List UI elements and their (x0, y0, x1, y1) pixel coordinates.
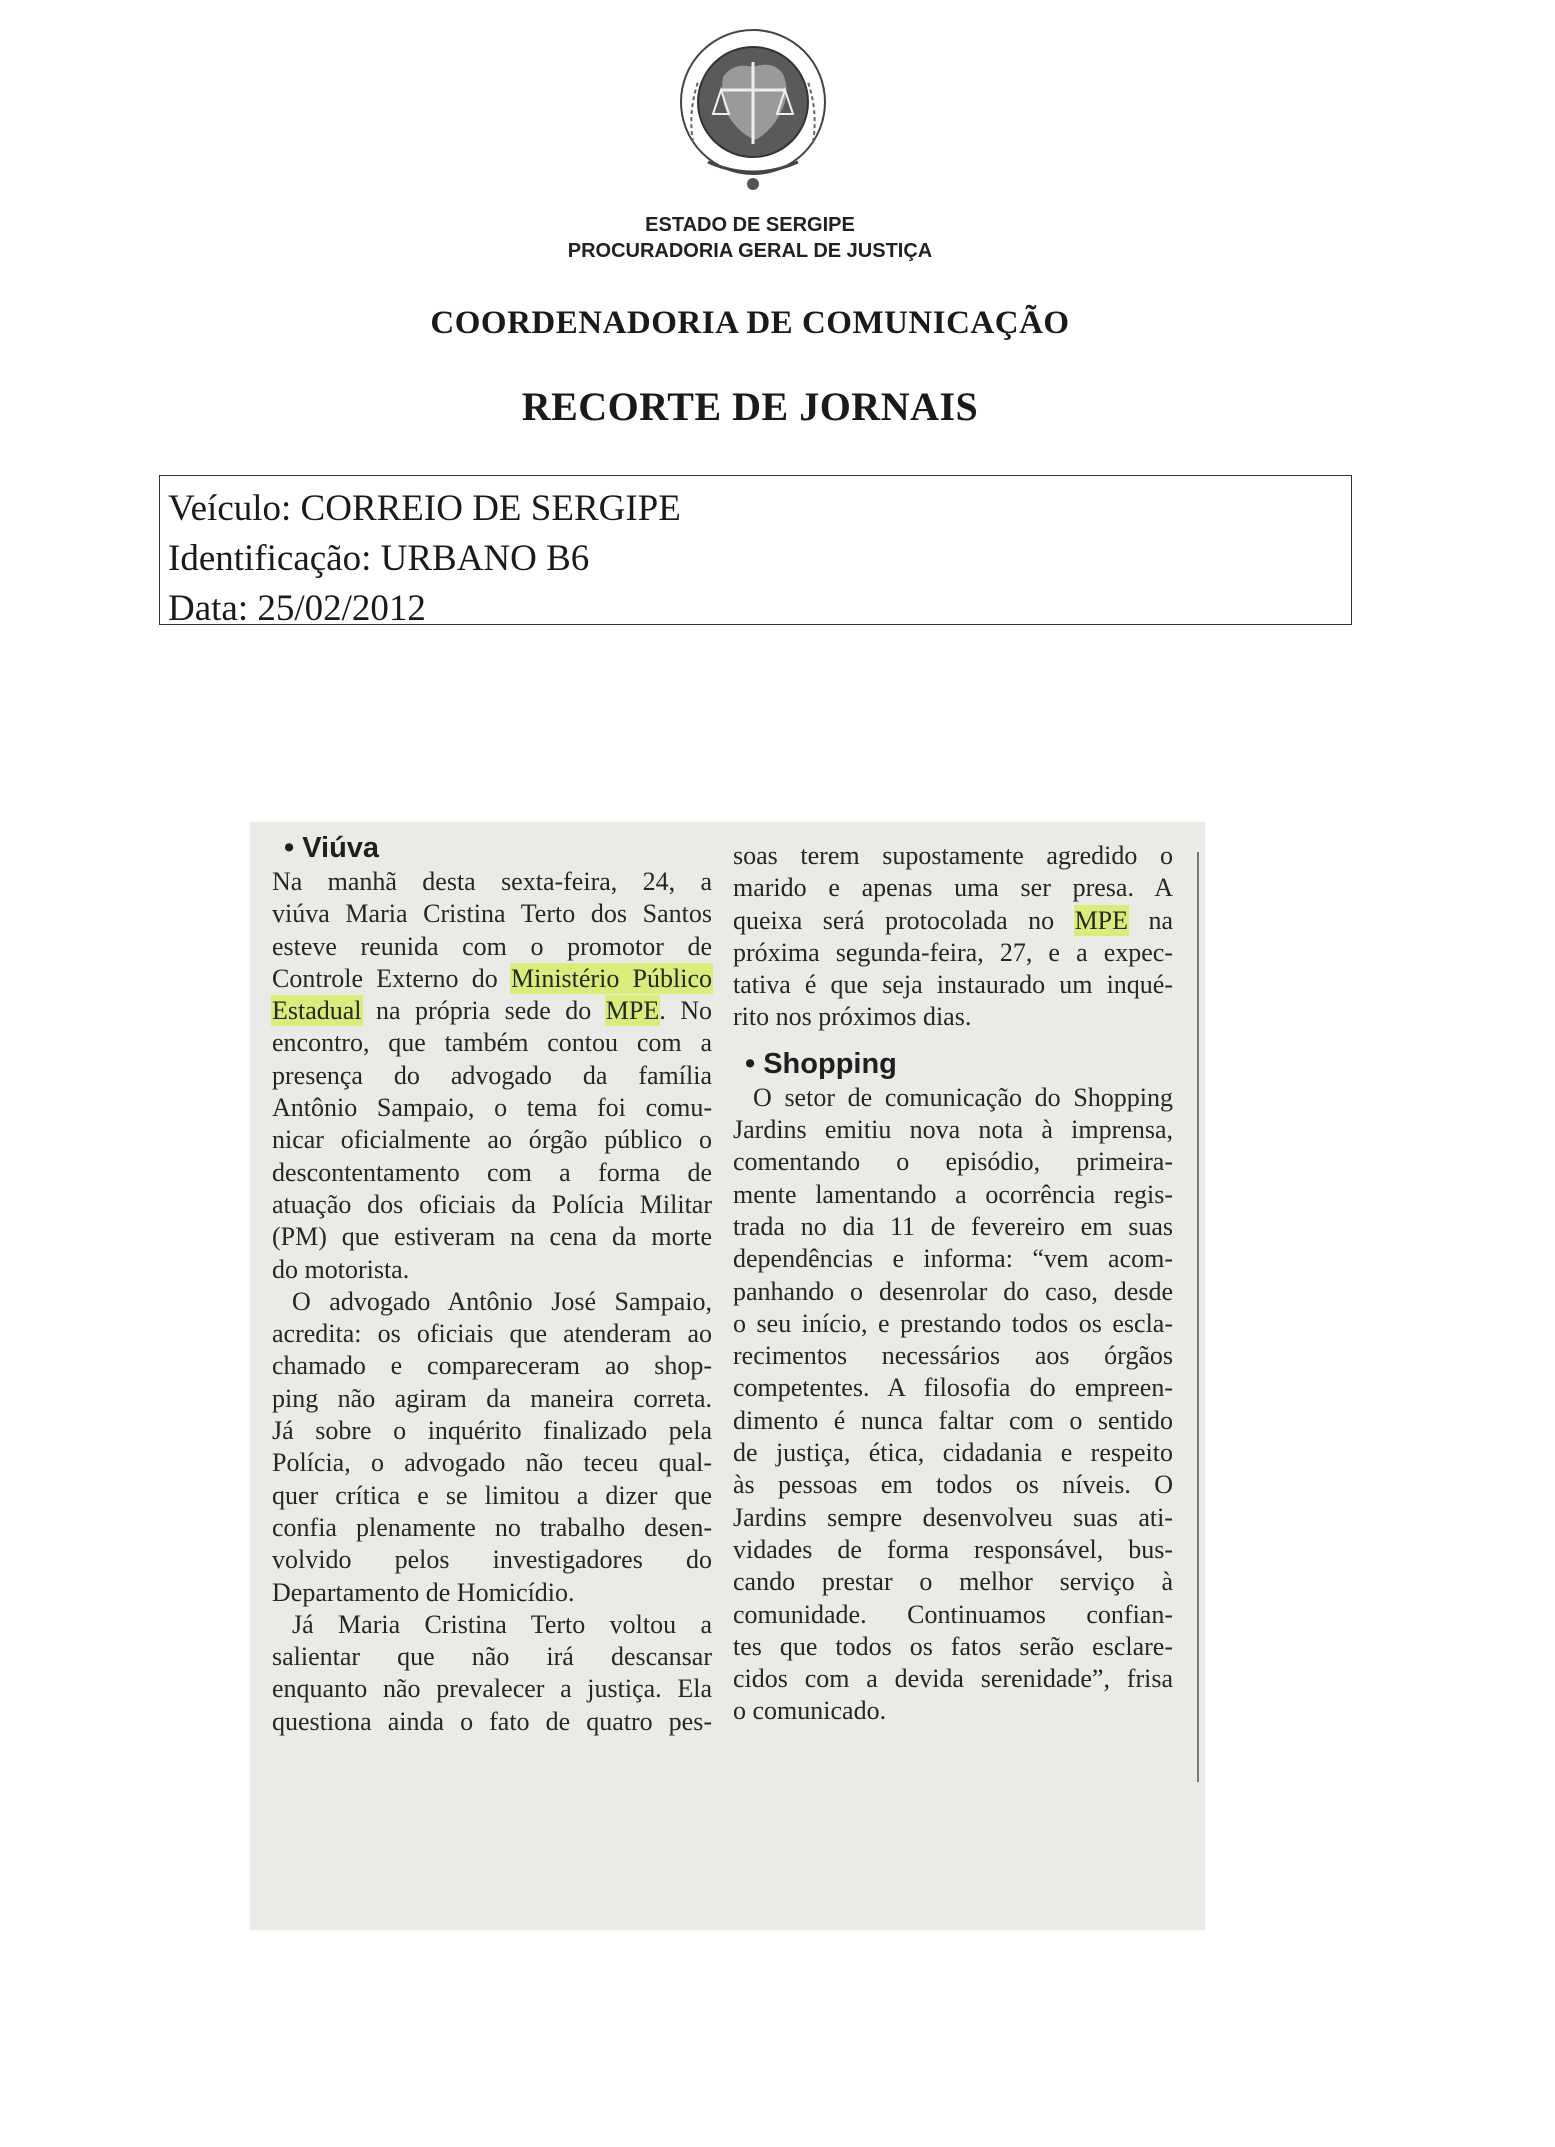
text-line: tes que todos os fatos serão esclare- (733, 1631, 1173, 1661)
text-line: Controle Externo do Ministério Público (272, 963, 712, 993)
highlighted-term: Ministério Público (510, 963, 712, 993)
text-line: Estadual na própria sede do MPE. No (272, 996, 712, 1026)
viuva-heading: • Viúva (284, 832, 380, 864)
text-line: o seu início, e prestando todos os escla- (733, 1308, 1173, 1338)
text-line: Jardins sempre desenvolveu suas ati- (733, 1502, 1173, 1532)
text-line: Jardins emitiu nova nota à imprensa, (733, 1115, 1173, 1145)
highlighted-term: MPE (1074, 905, 1129, 935)
department-heading: COORDENADORIA DE COMUNICAÇÃO (430, 305, 1070, 341)
highlighted-term: MPE (605, 996, 660, 1026)
document-title: RECORTE DE JORNAIS (521, 384, 979, 429)
text-line: questiona ainda o fato de quatro pes- (272, 1706, 712, 1736)
newspaper-clipping (250, 822, 1205, 1930)
text-line: soas terem supostamente agredido o (733, 841, 1173, 870)
text-line: acredita: os oficiais que atenderam ao (272, 1319, 712, 1349)
text-line: marido e apenas uma ser presa. A (733, 873, 1173, 903)
text-line: cidos com a devida serenidade”, frisa (733, 1664, 1173, 1694)
text-line: presença do advogado da família (272, 1060, 712, 1090)
text-line: panhando o desenrolar do caso, desde (733, 1276, 1173, 1306)
text-line: nicar oficialmente ao órgão público o (272, 1125, 712, 1155)
text-line: às pessoas em todos os níveis. O (733, 1470, 1173, 1500)
text-line: cando prestar o melhor serviço à (733, 1567, 1173, 1597)
text-line: (PM) que estiveram na cena da morte (272, 1222, 712, 1252)
left-column-text (272, 866, 712, 1738)
text-line: chamado e compareceram ao shop- (272, 1351, 712, 1381)
text-line: do motorista. (272, 1254, 410, 1284)
text-line: viúva Maria Cristina Terto dos Santos (272, 899, 712, 929)
column-rule (1197, 852, 1199, 1782)
text-line: volvido pelos investigadores do (272, 1545, 712, 1575)
text-line: salientar que não irá descansar (272, 1642, 712, 1672)
text-line: esteve reunida com o promotor de (272, 931, 712, 961)
text-line: Polícia, o advogado não teceu qual- (272, 1448, 712, 1478)
text-line: trada no dia 11 de fevereiro em suas (733, 1211, 1173, 1241)
text-line: atuação dos oficiais da Polícia Militar (272, 1189, 712, 1219)
text-line: Antônio Sampaio, o tema foi comu- (272, 1093, 712, 1123)
text-line: Já sobre o inquérito finalizado pela (272, 1416, 712, 1446)
identification-line: Identificação: URBANO B6 (168, 538, 590, 579)
text-line: o comunicado. (733, 1696, 887, 1726)
text-line: recimentos necessários aos órgãos (733, 1341, 1173, 1371)
text-line: comunidade. Continuamos confian- (733, 1599, 1173, 1629)
text-line: Na manhã desta sexta-feira, 24, a (272, 867, 712, 896)
text-line: vidades de forma responsável, bus- (733, 1534, 1173, 1564)
text-line: dependências e informa: “vem acom- (733, 1244, 1173, 1274)
right-column-text-top (733, 840, 1173, 1034)
vehicle-line: Veículo: CORREIO DE SERGIPE (168, 488, 681, 529)
highlighted-term: Estadual (272, 996, 362, 1026)
left-column (272, 830, 712, 1738)
right-column (733, 840, 1173, 1728)
text-line: O setor de comunicação do Shopping (753, 1082, 1173, 1112)
office-heading: PROCURADORIA GERAL DE JUSTIÇA (567, 240, 933, 262)
text-line: comentando o episódio, primeira- (733, 1147, 1173, 1177)
text-line: queixa será protocolada no MPE na (733, 905, 1173, 935)
right-column-text-bottom (733, 1082, 1173, 1728)
text-line: próxima segunda-feira, 27, e a expec- (733, 937, 1173, 967)
text-line: de justiça, ética, cidadania e respeito (733, 1438, 1173, 1468)
text-line: Já Maria Cristina Terto voltou a (292, 1609, 712, 1639)
clipping-info-box (159, 475, 1352, 629)
text-line: encontro, que também contou com a (272, 1028, 712, 1058)
text-line: competentes. A filosofia do empreen- (733, 1373, 1173, 1403)
ministerio-publico-seal (663, 22, 843, 197)
text-line: mente lamentando a ocorrência regis- (733, 1179, 1173, 1209)
text-line: ping não agiram da maneira correta. (272, 1383, 712, 1413)
text-line: enquanto não prevalecer a justiça. Ela (272, 1674, 712, 1704)
text-line: descontentamento com a forma de (272, 1157, 712, 1187)
text-line: rito nos próximos dias. (733, 1002, 972, 1032)
text-line: O advogado Antônio José Sampaio, (292, 1286, 712, 1316)
state-heading: ESTADO DE SERGIPE (645, 214, 855, 236)
text-line: tativa é que seja instaurado um inqué- (733, 970, 1173, 1000)
date-line: Data: 25/02/2012 (168, 588, 426, 629)
text-line: Departamento de Homicídio. (272, 1577, 575, 1607)
text-line: quer crítica e se limitou a dizer que (272, 1480, 712, 1510)
text-line: confia plenamente no trabalho desen- (272, 1512, 712, 1542)
shopping-heading: • Shopping (745, 1047, 897, 1080)
text-line: dimento é nunca faltar com o sentido (733, 1405, 1173, 1435)
